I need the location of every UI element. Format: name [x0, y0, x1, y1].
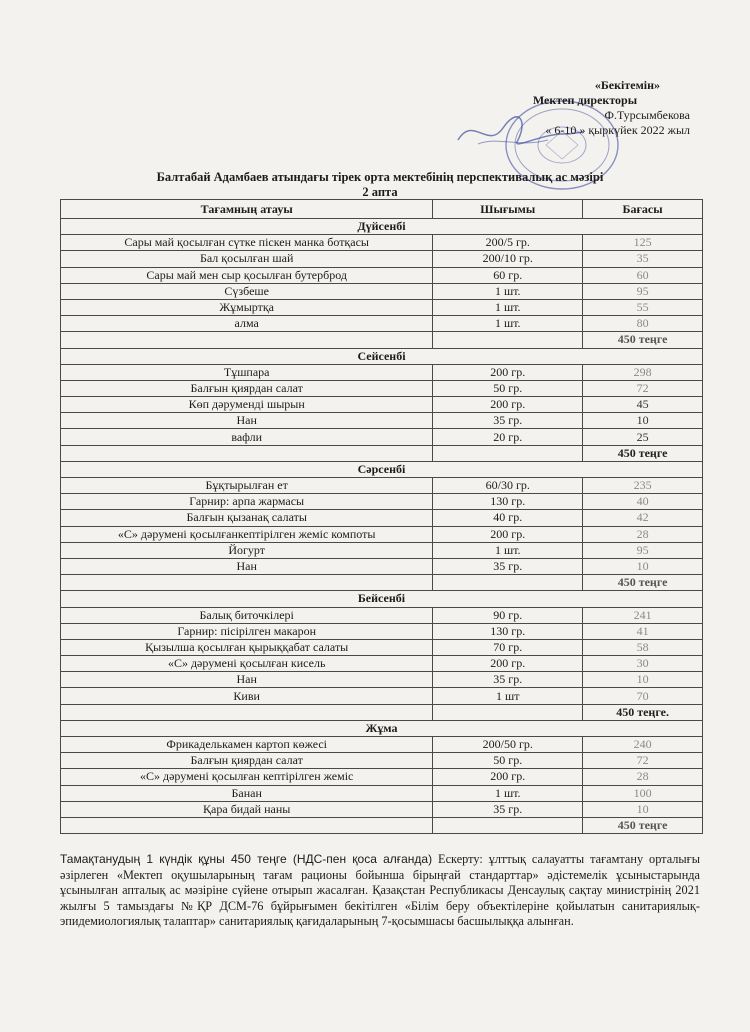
- table-row: [61, 235, 703, 251]
- total-empty-cell: [433, 704, 583, 720]
- dish-portion: 70 гр.: [433, 639, 583, 655]
- dish-name: Нан: [61, 672, 433, 688]
- dish-portion: 1 шт.: [433, 299, 583, 315]
- dish-portion: 200/50 гр.: [433, 737, 583, 753]
- day-row: [61, 461, 703, 477]
- table-row: [61, 769, 703, 785]
- dish-name: Балғын қиярдан салат: [61, 753, 433, 769]
- dish-portion: 1 шт: [433, 688, 583, 704]
- total-row: [61, 445, 703, 461]
- dish-price: 25: [583, 429, 703, 445]
- dish-portion: 60/30 гр.: [433, 478, 583, 494]
- total-row: [61, 704, 703, 720]
- dish-price: 41: [583, 623, 703, 639]
- dish-price: 95: [583, 542, 703, 558]
- dish-name: Гарнир: пісірілген макарон: [61, 623, 433, 639]
- dish-name: Фрикаделькамен картоп көжесі: [61, 737, 433, 753]
- dish-portion: 20 гр.: [433, 429, 583, 445]
- table-row: [61, 413, 703, 429]
- menu-table: [60, 199, 703, 834]
- dish-price: 30: [583, 656, 703, 672]
- dish-name: Сүзбеше: [61, 283, 433, 299]
- dish-price: 60: [583, 267, 703, 283]
- dish-name: Балғын қызанақ салаты: [61, 510, 433, 526]
- day-total: 450 теңге: [583, 575, 703, 591]
- total-empty-cell: [61, 575, 433, 591]
- table-row: [61, 251, 703, 267]
- table-row: [61, 429, 703, 445]
- dish-price: 235: [583, 478, 703, 494]
- day-name: Сейсенбі: [61, 348, 703, 364]
- dish-portion: 200 гр.: [433, 526, 583, 542]
- table-row: [61, 267, 703, 283]
- day-total: 450 теңге: [583, 332, 703, 348]
- dish-price: 95: [583, 283, 703, 299]
- dish-name: Банан: [61, 785, 433, 801]
- dish-name: Сары май мен сыр қосылған бутерброд: [61, 267, 433, 283]
- dish-name: «С» дәрумені қосылғанкептірілген жеміс компоты: [61, 526, 433, 542]
- footnote-lead: Тамақтанудың 1 күндік құны 450 теңге (НДС-пен қоса алғанда): [60, 852, 433, 866]
- dish-name: Қызылша қосылған қырыққабат салаты: [61, 639, 433, 655]
- footnote-text: Ескерту: ұлттық салауатты тағамтану орталығы әзірлеген «Мектеп оқушыларының тағам рационы бойынша бірыңғай стандарттар» әдістемелік ұсыныстарында ұсынылған апталық ас мәзіріне сүйене отырып жасалған. Қазақстан Республикасы Денсаулық сақтау министрінің 2021 жылғы 5 тамыздағы №ҚР ДСМ-76 бұйрығымен бекітілген «Білім беру объектілеріне қойылатын санитариялық-эпидемиологиялық талаптар» санитариялық қағидаларының 7-қосымшасы басшылыққа алынған.: [60, 852, 700, 928]
- table-row: [61, 380, 703, 396]
- day-row: [61, 219, 703, 235]
- total-empty-cell: [433, 445, 583, 461]
- day-name: Бейсенбі: [61, 591, 703, 607]
- dish-portion: 35 гр.: [433, 558, 583, 574]
- dish-price: 70: [583, 688, 703, 704]
- table-row: [61, 478, 703, 494]
- approval-heading: «Бекітемін»: [594, 78, 660, 92]
- dish-price: 58: [583, 639, 703, 655]
- table-row: [61, 753, 703, 769]
- dish-portion: 1 шт.: [433, 785, 583, 801]
- table-row: [61, 558, 703, 574]
- dish-portion: 130 гр.: [433, 623, 583, 639]
- day-name: Сәрсенбі: [61, 461, 703, 477]
- approval-name: Ф.Турсымбекова: [604, 108, 690, 122]
- dish-name: «С» дәрумені қосылған кисель: [61, 656, 433, 672]
- dish-price: 72: [583, 380, 703, 396]
- approval-date: « 6-10 » қыркүйек 2022 жыл: [545, 123, 690, 137]
- dish-price: 100: [583, 785, 703, 801]
- dish-price: 240: [583, 737, 703, 753]
- table-row: [61, 364, 703, 380]
- dish-portion: 200 гр.: [433, 397, 583, 413]
- header-dish: Тағамның атауы: [61, 200, 433, 219]
- total-empty-cell: [61, 704, 433, 720]
- day-row: [61, 348, 703, 364]
- day-name: Жұма: [61, 720, 703, 736]
- dish-name: Жұмыртқа: [61, 299, 433, 315]
- day-name: Дүйсенбі: [61, 219, 703, 235]
- dish-price: 55: [583, 299, 703, 315]
- table-row: [61, 801, 703, 817]
- dish-name: Балғын қиярдан салат: [61, 380, 433, 396]
- menu-table-body: [61, 219, 703, 834]
- dish-price: 28: [583, 769, 703, 785]
- dish-name: Киви: [61, 688, 433, 704]
- table-row: [61, 542, 703, 558]
- dish-portion: 35 гр.: [433, 672, 583, 688]
- dish-name: «С» дәрумені қосылған кептірілген жеміс: [61, 769, 433, 785]
- dish-price: 10: [583, 672, 703, 688]
- header-price: Бағасы: [583, 200, 703, 219]
- total-empty-cell: [433, 817, 583, 833]
- title-line: Балтабай Адамбаев атындағы тірек орта мектебінің перспективалық ас мәзірі: [156, 170, 604, 184]
- total-empty-cell: [61, 332, 433, 348]
- dish-price: 10: [583, 801, 703, 817]
- dish-name: Нан: [61, 558, 433, 574]
- dish-price: 42: [583, 510, 703, 526]
- table-header-row: [61, 200, 703, 219]
- total-empty-cell: [61, 817, 433, 833]
- total-row: [61, 332, 703, 348]
- week-label: 2 апта: [362, 185, 398, 199]
- table-row: [61, 639, 703, 655]
- table-row: [61, 526, 703, 542]
- table-row: [61, 785, 703, 801]
- dish-portion: 50 гр.: [433, 753, 583, 769]
- dish-portion: 200 гр.: [433, 656, 583, 672]
- dish-name: Көп дәруменді шырын: [61, 397, 433, 413]
- dish-price: 80: [583, 316, 703, 332]
- dish-portion: 60 гр.: [433, 267, 583, 283]
- footnote: [60, 852, 700, 930]
- dish-portion: 90 гр.: [433, 607, 583, 623]
- day-total: 450 теңге: [583, 445, 703, 461]
- dish-price: 298: [583, 364, 703, 380]
- dish-portion: 1 шт.: [433, 283, 583, 299]
- table-row: [61, 737, 703, 753]
- dish-name: вафли: [61, 429, 433, 445]
- dish-portion: 50 гр.: [433, 380, 583, 396]
- approval-block: [470, 78, 700, 138]
- dish-name: Сары май қосылған сүтке піскен манка ботқасы: [61, 235, 433, 251]
- dish-name: Гарнир: арпа жармасы: [61, 494, 433, 510]
- day-row: [61, 591, 703, 607]
- dish-portion: 200 гр.: [433, 364, 583, 380]
- table-row: [61, 283, 703, 299]
- table-row: [61, 672, 703, 688]
- document-title: [60, 170, 700, 200]
- dish-portion: 1 шт.: [433, 316, 583, 332]
- dish-portion: 130 гр.: [433, 494, 583, 510]
- dish-portion: 40 гр.: [433, 510, 583, 526]
- dish-name: Бұқтырылған ет: [61, 478, 433, 494]
- table-row: [61, 607, 703, 623]
- dish-name: Қара бидай наны: [61, 801, 433, 817]
- dish-name: Тұшпара: [61, 364, 433, 380]
- total-row: [61, 817, 703, 833]
- dish-portion: 1 шт.: [433, 542, 583, 558]
- dish-price: 35: [583, 251, 703, 267]
- dish-portion: 35 гр.: [433, 801, 583, 817]
- total-row: [61, 575, 703, 591]
- dish-name: Бал қосылған шай: [61, 251, 433, 267]
- total-empty-cell: [433, 575, 583, 591]
- table-row: [61, 510, 703, 526]
- table-row: [61, 397, 703, 413]
- dish-name: Балық биточкілері: [61, 607, 433, 623]
- dish-portion: 200 гр.: [433, 769, 583, 785]
- header-portion: Шығымы: [433, 200, 583, 219]
- day-total: 450 теңге: [583, 817, 703, 833]
- approval-position: Мектеп директоры: [532, 93, 638, 107]
- dish-price: 28: [583, 526, 703, 542]
- total-empty-cell: [433, 332, 583, 348]
- dish-price: 10: [583, 413, 703, 429]
- table-row: [61, 494, 703, 510]
- total-empty-cell: [61, 445, 433, 461]
- table-row: [61, 656, 703, 672]
- dish-price: 125: [583, 235, 703, 251]
- day-row: [61, 720, 703, 736]
- day-total: 450 теңге.: [583, 704, 703, 720]
- dish-portion: 35 гр.: [433, 413, 583, 429]
- table-row: [61, 688, 703, 704]
- table-row: [61, 623, 703, 639]
- dish-name: Йогурт: [61, 542, 433, 558]
- dish-price: 45: [583, 397, 703, 413]
- dish-portion: 200/10 гр.: [433, 251, 583, 267]
- dish-portion: 200/5 гр.: [433, 235, 583, 251]
- table-row: [61, 299, 703, 315]
- dish-price: 241: [583, 607, 703, 623]
- table-row: [61, 316, 703, 332]
- dish-price: 10: [583, 558, 703, 574]
- dish-price: 40: [583, 494, 703, 510]
- dish-name: Нан: [61, 413, 433, 429]
- dish-name: алма: [61, 316, 433, 332]
- dish-price: 72: [583, 753, 703, 769]
